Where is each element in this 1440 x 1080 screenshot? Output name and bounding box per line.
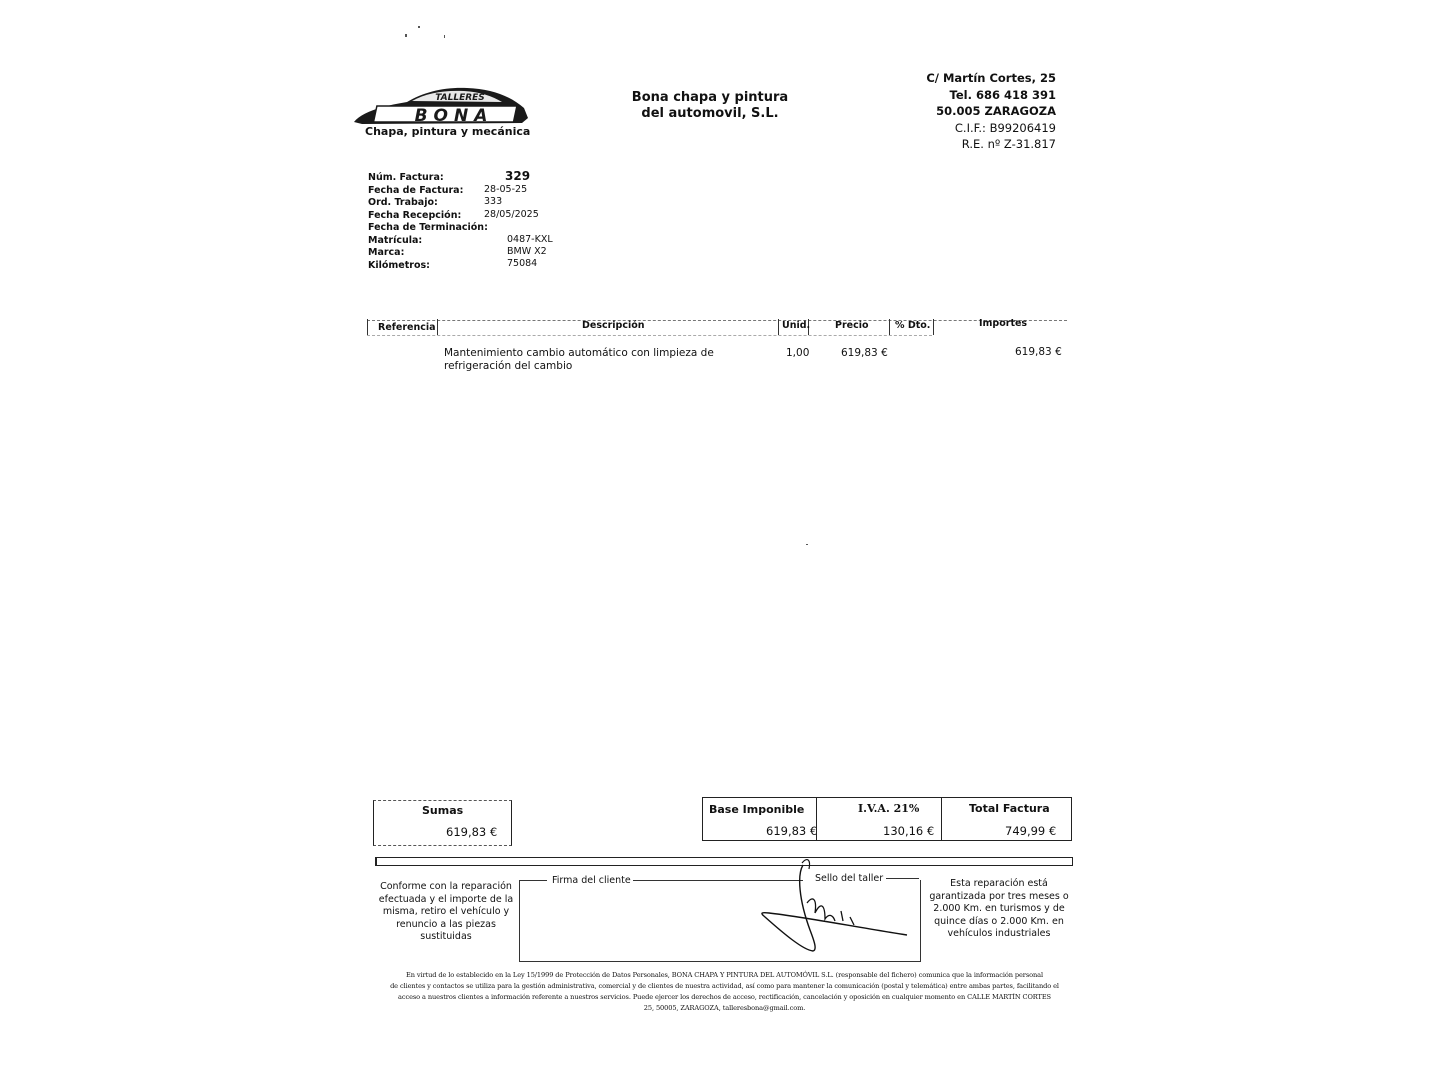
- legal-line: acceso a nuestros clientes a información referente a nuestros servicios. Puede ejercer los derechos de acceso, rectificación, cancelación y oposición en cualquier momento en CALLE MARTÍN CORTES: [398, 993, 1051, 1001]
- logo-text-bona: BONA: [414, 106, 494, 126]
- invoice-number: 329: [505, 169, 531, 183]
- km-label: Kilómetros:: [368, 260, 430, 271]
- col-header-referencia: Referencia: [378, 322, 436, 333]
- sumas-value: 619,83 €: [446, 825, 498, 839]
- table-header-top-rule: [367, 320, 1067, 321]
- base-label: Base Imponible: [709, 803, 805, 816]
- signature-scribble: [755, 855, 925, 960]
- invoice-date: 28-05-25: [484, 184, 528, 195]
- logo-text-talleres: TALLERES: [435, 93, 485, 103]
- table-divider: [367, 319, 368, 335]
- address-street: C/ Martín Cortes, 25: [926, 71, 1056, 85]
- table-row-description: [444, 347, 714, 373]
- total-label: Total Factura: [969, 802, 1050, 815]
- tagline: Chapa, pintura y mecánica: [365, 125, 531, 138]
- col-header-precio: Precio: [835, 320, 869, 331]
- sumas-box: [373, 800, 512, 846]
- company-name: [600, 90, 820, 122]
- signature-box-top-rule: [519, 880, 547, 881]
- totals-box: [702, 797, 1072, 841]
- totals-divider: [816, 798, 817, 840]
- table-divider: [778, 319, 779, 335]
- scan-speck: [418, 26, 420, 28]
- table-row-importe: 619,83 €: [1015, 346, 1062, 358]
- totals-divider: [941, 798, 942, 840]
- work-order: 333: [484, 196, 503, 207]
- table-header-bottom-rule: [367, 335, 932, 336]
- completion-date-label: Fecha de Terminación:: [368, 222, 488, 233]
- company-name-line1: Bona chapa y pintura: [631, 90, 789, 105]
- company-name-line2: del automovil, S.L.: [641, 106, 779, 121]
- separator-bar: [375, 857, 1073, 866]
- company-logo: [352, 82, 530, 130]
- legal-line: de clientes y contactos se utiliza para la gestión administrativa, comercial y de clientes de nuestra actividad, así como para mantener la comunicación (postal y telemática) entre ambas partes, facilitando el: [390, 982, 1059, 990]
- make-label: Marca:: [368, 247, 405, 258]
- address-re: R.E. nº Z-31.817: [961, 137, 1056, 151]
- warranty-text: Esta reparación está garantizada por tres meses o 2.000 Km. en turismos y de quince días o 2.000 Km. en vehículos industriales: [929, 878, 1069, 939]
- iva-value: 130,16 €: [883, 824, 935, 838]
- reception-date-label: Fecha Recepción:: [368, 210, 462, 221]
- table-row-precio: 619,83 €: [841, 347, 888, 359]
- col-header-dto: % Dto.: [895, 320, 931, 331]
- address-phone: Tel. 686 418 391: [949, 87, 1056, 102]
- legal-notice: [376, 970, 1073, 1014]
- car-logo-graphic: [352, 82, 530, 130]
- invoice-number-label: Núm. Factura:: [368, 172, 444, 183]
- legal-line: 25, 50005, ZARAGOZA, talleresbona@gmail.com.: [643, 1004, 806, 1012]
- work-order-label: Ord. Trabajo:: [368, 197, 438, 208]
- conforme-text: Conforme con la reparación efectuada y el importe de la misma, retiro el vehículo y renuncio a las piezas sustituidas: [378, 881, 514, 942]
- address-cif: C.I.F.: B99206419: [954, 120, 1056, 135]
- table-divider: [437, 319, 438, 335]
- sumas-label: Sumas: [422, 804, 464, 817]
- km: 75084: [507, 258, 538, 269]
- description-line1: Mantenimiento cambio automático con limpieza de: [444, 347, 714, 359]
- legal-line: En virtud de lo establecido en la Ley 15/1999 de Protección de Datos Personales, BONA CHAPA Y PINTURA DEL AUTOMÓVIL S.L. (responsable del fichero) comunica que la información personal: [406, 971, 1043, 979]
- sello-taller-label: Sello del taller: [815, 873, 884, 884]
- plate-label: Matrícula:: [368, 235, 423, 246]
- description-line2: refrigeración del cambio: [444, 360, 573, 372]
- table-row-unid: 1,00: [786, 347, 810, 359]
- base-value: 619,83 €: [766, 824, 818, 838]
- make: BMW X2: [507, 246, 547, 257]
- col-header-unid: Unid.: [782, 320, 811, 331]
- scan-speck: [405, 34, 407, 37]
- total-value: 749,99 €: [1005, 824, 1057, 838]
- invoice-date-label: Fecha de Factura:: [368, 185, 464, 196]
- reception-date: 28/05/2025: [484, 209, 539, 220]
- plate: 0487-KXL: [507, 234, 553, 245]
- firma-cliente-label: Firma del cliente: [552, 875, 631, 886]
- scan-speck: [806, 544, 808, 545]
- table-divider: [889, 319, 890, 335]
- address-city: 50.005 ZARAGOZA: [936, 104, 1056, 118]
- iva-label: I.V.A. 21%: [858, 802, 920, 815]
- scan-speck: [444, 35, 445, 38]
- table-divider: [933, 319, 934, 335]
- col-header-importes: Importes: [979, 318, 1028, 329]
- company-address: [926, 70, 1056, 153]
- col-header-descripcion: Descripción: [582, 320, 645, 331]
